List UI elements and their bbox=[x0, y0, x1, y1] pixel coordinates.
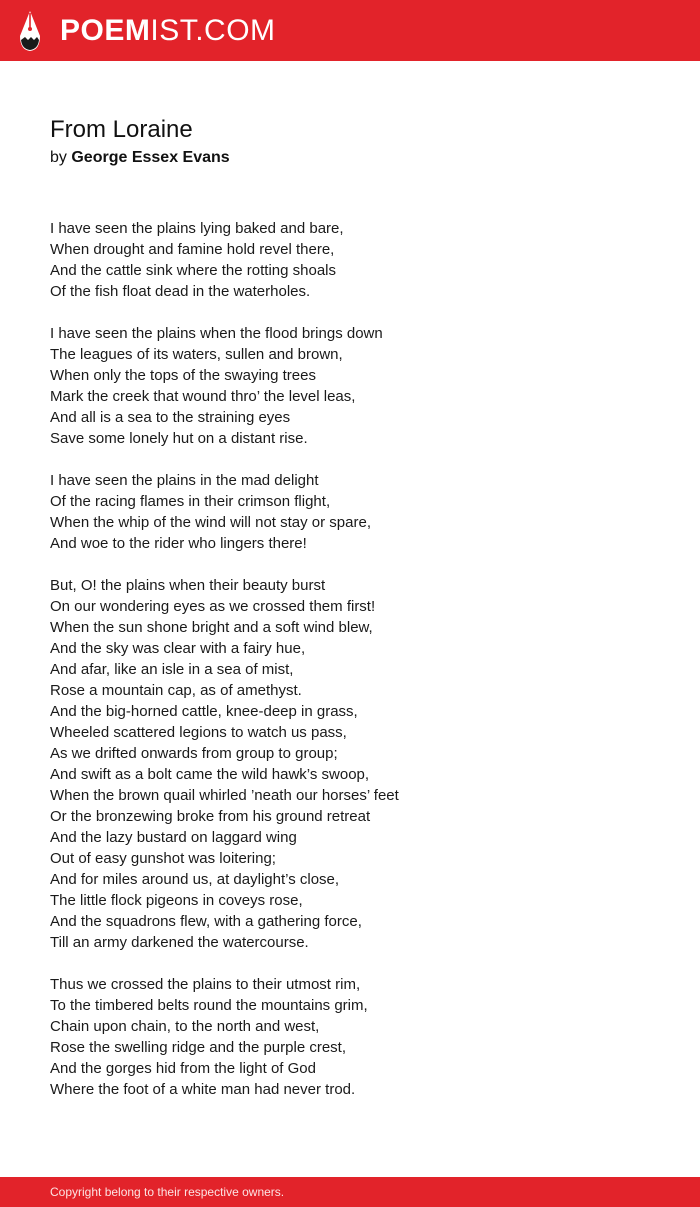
poem-line: Of the fish float dead in the waterholes. bbox=[50, 283, 311, 300]
poem-line: And afar, like an isle in a sea of mist, bbox=[50, 661, 294, 678]
poem-line: Chain upon chain, to the north and west, bbox=[50, 1018, 320, 1035]
site-logo[interactable] bbox=[18, 10, 276, 52]
poem-line: The leagues of its waters, sullen and brown, bbox=[50, 346, 343, 363]
poem-line: When the whip of the wind will not stay or spare, bbox=[50, 514, 371, 531]
author-name[interactable]: George Essex Evans bbox=[71, 149, 230, 166]
poem-line: When the brown quail whirled ’neath our horses’ feet bbox=[50, 787, 399, 804]
poem-line: Where the foot of a white man had never trod. bbox=[50, 1081, 356, 1098]
poem-line: When drought and famine hold revel there, bbox=[50, 241, 335, 258]
poem-line: Thus we crossed the plains to their utmost rim, bbox=[50, 976, 361, 993]
poem-line: And for miles around us, at daylight’s close, bbox=[50, 871, 340, 888]
poem-line: Wheeled scattered legions to watch us pass, bbox=[50, 724, 347, 741]
poem-stanza bbox=[50, 974, 650, 1100]
poem-line: Till an army darkened the watercourse. bbox=[50, 934, 309, 951]
poem-stanza bbox=[50, 470, 650, 554]
poem-line: Of the racing flames in their crimson flight, bbox=[50, 493, 331, 510]
poem-line: I have seen the plains when the flood brings down bbox=[50, 325, 383, 342]
poem-line: I have seen the plains lying baked and bare, bbox=[50, 220, 344, 237]
poem-line: And all is a sea to the straining eyes bbox=[50, 409, 291, 426]
poem-title: From Loraine bbox=[50, 116, 193, 143]
poem-line: And the squadrons flew, with a gathering force, bbox=[50, 913, 362, 930]
poem-line: And the sky was clear with a fairy hue, bbox=[50, 640, 306, 657]
site-header bbox=[0, 0, 700, 61]
poem-line: When the sun shone bright and a soft wind blew, bbox=[50, 619, 373, 636]
site-footer bbox=[0, 1177, 700, 1207]
poem-line: And the lazy bustard on laggard wing bbox=[50, 829, 297, 846]
brand-light: IST.COM bbox=[150, 14, 276, 47]
poem-line: And swift as a bolt came the wild hawk’s swoop, bbox=[50, 766, 370, 783]
poem-stanza bbox=[50, 323, 650, 449]
poem-line: But, O! the plains when their beauty burst bbox=[50, 577, 326, 594]
brand-name bbox=[60, 10, 276, 52]
poem-body bbox=[50, 218, 650, 1121]
pen-nib-icon bbox=[18, 10, 42, 52]
poem-line: Rose a mountain cap, as of amethyst. bbox=[50, 682, 302, 699]
poem-line: Out of easy gunshot was loitering; bbox=[50, 850, 276, 867]
poem-line: Rose the swelling ridge and the purple crest, bbox=[50, 1039, 347, 1056]
poem-line: And the gorges hid from the light of God bbox=[50, 1060, 316, 1077]
poem-line: When only the tops of the swaying trees bbox=[50, 367, 316, 384]
poem-line: And woe to the rider who lingers there! bbox=[50, 535, 307, 552]
poem-line: To the timbered belts round the mountains grim, bbox=[50, 997, 368, 1014]
poem-stanza bbox=[50, 218, 650, 302]
poem-byline bbox=[50, 149, 230, 167]
poem-line: I have seen the plains in the mad delight bbox=[50, 472, 319, 489]
poem-line: And the big-horned cattle, knee-deep in grass, bbox=[50, 703, 358, 720]
poem-line: Or the bronzewing broke from his ground retreat bbox=[50, 808, 371, 825]
poem-line: On our wondering eyes as we crossed them first! bbox=[50, 598, 376, 615]
poem-stanza bbox=[50, 575, 650, 953]
copyright-text: Copyright belong to their respective owners. bbox=[50, 1185, 285, 1199]
poem-line: The little flock pigeons in coveys rose, bbox=[50, 892, 303, 909]
poem-line: Mark the creek that wound thro’ the level leas, bbox=[50, 388, 356, 405]
poem-line: Save some lonely hut on a distant rise. bbox=[50, 430, 308, 447]
poem-line: And the cattle sink where the rotting shoals bbox=[50, 262, 336, 279]
poem-line: As we drifted onwards from group to group; bbox=[50, 745, 338, 762]
by-label: by bbox=[50, 149, 67, 166]
brand-bold: POEM bbox=[60, 14, 151, 47]
